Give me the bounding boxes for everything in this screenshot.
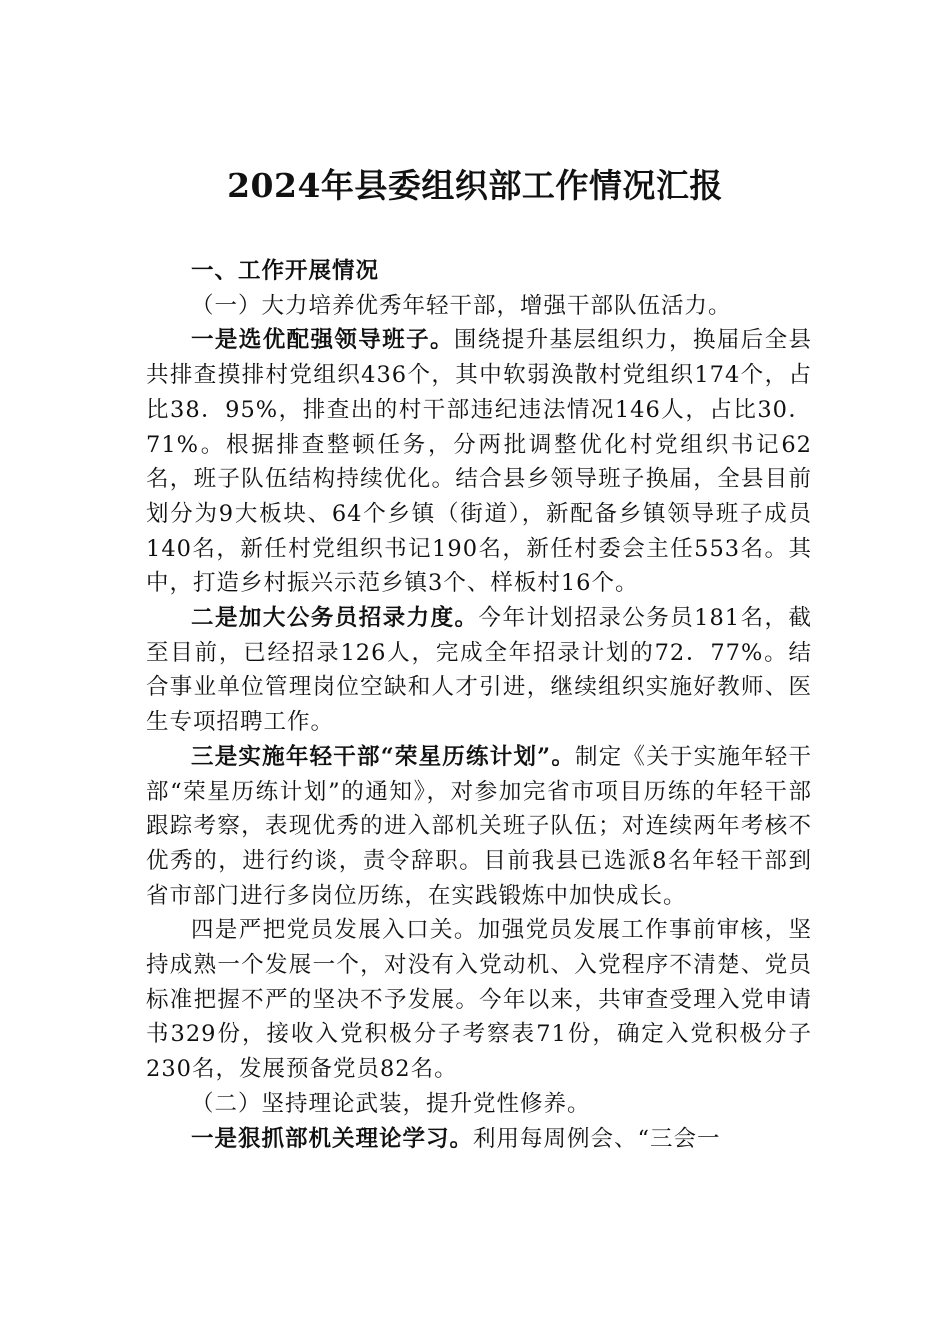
document-body	[146, 254, 812, 1156]
paragraph-text: 今年计划招录公务员181名，截至目前，已经招录126人，完成全年招录计划的72．77%。结合事业单位管理岗位空缺和人才引进，继续组织实施好教师、医生专项招聘工作。	[146, 605, 812, 736]
paragraph-civil-service-recruitment	[146, 601, 812, 740]
paragraph-text: 围绕提升基层组织力，换届后全县共排查摸排村党组织436个，其中软弱涣散村党组织174个，占比38．95%，排查出的村干部违纪违法情况146人，占比30．71%。根据排查整顿任务，分两批调整优化村党组织书记62名，班子队伍结构持续优化。结合县乡领导班子换届，全县目前划分为9大板块、64个乡镇（街道），新配备乡镇领导班子成员140名，新任村党组织书记190名，新任村委会主任553名。其中，打造乡村振兴示范乡镇3个、样板村16个。	[146, 327, 812, 597]
paragraph-party-member-admission	[146, 913, 812, 1087]
paragraph-leadership-teams	[146, 323, 812, 601]
paragraph-theory-learning	[146, 1122, 812, 1157]
paragraph-text: 制定《关于实施年轻干部“荣星历练计划”的通知》，对参加完省市项目历练的年轻干部跟踪考察，表现优秀的进入部机关班子队伍；对连续两年考核不优秀的，进行约谈，责令辞职。目前我县已选派8名年轻干部到省市部门进行多岗位历练，在实践锻炼中加快成长。	[146, 743, 812, 909]
paragraph-lead: 一是选优配强领导班子。	[191, 327, 454, 354]
section-heading-work-progress: 一、工作开展情况	[191, 258, 380, 284]
document-title: 2024年县委组织部工作情况汇报	[227, 166, 723, 205]
subsection-heading-cadre-training: （一）大力培养优秀年轻干部，增强干部队伍活力。	[191, 292, 732, 319]
paragraph-text: 利用每周例会、“三会一	[473, 1125, 721, 1152]
paragraph-lead: 三是实施年轻干部“荣星历练计划”。	[191, 743, 576, 770]
paragraph-lead: 一是狠抓部机关理论学习。	[191, 1125, 474, 1152]
paragraph-lead: 二是加大公务员招录力度。	[191, 605, 479, 632]
subsection-heading-theory-study: （二）坚持理论武装，提升党性修养。	[191, 1090, 591, 1117]
paragraph-text: 四是严把党员发展入口关。加强党员发展工作事前审核，坚持成熟一个发展一个，对没有入党动机、入党程序不清楚、党员标准把握不严的坚决不予发展。今年以来，共审查受理入党申请书329份，接收入党积极分子考察表71份，确定入党积极分子230名，发展预备党员82名。	[146, 917, 812, 1083]
paragraph-young-cadre-plan	[146, 740, 812, 914]
